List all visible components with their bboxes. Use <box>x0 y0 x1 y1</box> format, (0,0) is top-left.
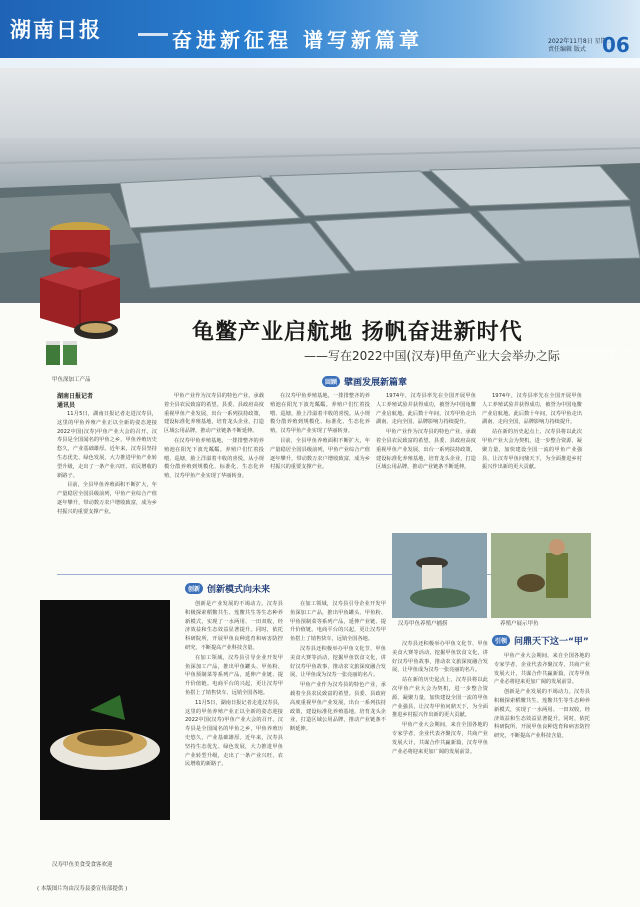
photo-credit-text: 本版图片均由汉寿县委宣传部提供 <box>40 886 124 892</box>
fishing-caption: 汉寿甲鱼养殖户捕捞 <box>398 621 448 627</box>
paragraph: 甲鱼产业作为汉寿县的特色产业，承载着全县农民致富的希望。县委、县政府高度重视甲鱼产业发展，出台一系列扶持政策，建设标准化养殖基地，培育龙头企业，打造区域公用品牌，推动产业链条不断延伸。 <box>164 393 264 435</box>
text-column-1 <box>57 410 157 570</box>
paragraph: 在加工领域，汉寿县引导企业开发甲鱼深加工产品，推出甲鱼罐头、甲鱼粉、甲鱼预制菜等系列产品，延伸产业链、提升价值链。电商平台的兴起，更让汉寿甲鱼搭上了销售快车，远销全国各地。 <box>185 654 283 696</box>
paragraph: 甲鱼产业作为汉寿县的特色产业，承载着全县农民致富的希望。县委、县政府高度重视甲鱼产业发展，出台一系列扶持政策，建设标准化养殖基地，培育龙头企业，打造区域公用品牌，推动产业链条不断延伸。 <box>290 682 386 733</box>
paragraph: 创新是产业发展的不竭动力。汉寿县积极探索稻鳖共生、莲鳖共生等生态种养新模式，实现了一水两用、一田双收，经济效益和生态效益显著提升。同时，依托科研院所，开展甲鱼良种选育和病害防控研究，不断提高产业科技含量。 <box>185 601 283 651</box>
text-column-9 <box>494 652 590 902</box>
section-label-2 <box>185 581 270 595</box>
text-column-7 <box>290 600 386 900</box>
paragraph: 在汉寿甲鱼养殖基地，一排排整齐的养殖池在阳光下波光粼粼。养殖户们忙着投喂、巡塘，脸上洋溢着丰收的喜悦。从小规模分散养殖到规模化、标准化、生态化养殖，汉寿甲鱼产业实现了华丽转身。 <box>270 393 370 435</box>
paragraph: 目前，全县甲鱼养殖面积不断扩大，年产量稳居全国县级前列，甲鱼产业综合产值逐年攀升，带动数万农户增收致富，成为乡村振兴的重要支撑产业。 <box>57 482 157 515</box>
paragraph: 11月5日，湖南日报记者走进汉寿县，这里的甲鱼养殖产业正以全新的姿态迎接2022中国(汉寿)甲鱼产业大会的召开。汉寿县是全国闻名的甲鱼之乡，甲鱼养殖历史悠久，产业基础雄厚。近年来，汉寿县坚持生态优先、绿色发展，大力推进甲鱼产业转型升级，走出了一条产业兴旺、农民增收的新路子。 <box>185 699 283 768</box>
main-headline: 龟鳖产业启航地 扬帆奋进新时代 <box>192 319 523 345</box>
section-tag-2: 创新 <box>185 583 203 594</box>
paragraph: 1974年，汉寿县率先在全国开展甲鱼人工养殖试验并获得成功，被誉为中国龟鳖产业启航地。此后数十年间，汉寿甲鱼走出湖南、走向全国，品牌影响力持续提升。 <box>482 393 582 426</box>
section-tag-1: 回顾 <box>322 376 340 387</box>
section-label-3 <box>492 633 589 647</box>
text-column-6 <box>185 600 283 900</box>
text-column-3 <box>270 392 370 570</box>
page-slogan: 奋进新征程 谱写新篇章 <box>172 28 423 52</box>
text-column-2 <box>164 392 264 570</box>
section-label-1 <box>322 374 407 388</box>
masthead <box>0 0 640 60</box>
date-line: 2022年11月8日 星期二 <box>548 38 613 45</box>
product-image <box>36 218 126 368</box>
paragraph: 汉寿县还积极举办甲鱼文化节、甲鱼美食大赛等活动，挖掘甲鱼饮食文化，讲好汉寿甲鱼故事，推动农文旅深度融合发展，让甲鱼成为汉寿一张亮丽的名片。 <box>290 645 386 679</box>
paragraph: 在加工领域，汉寿县引导企业开发甲鱼深加工产品，推出甲鱼罐头、甲鱼粉、甲鱼预制菜等系列产品，延伸产业链、提升价值链。电商平台的兴起，更让汉寿甲鱼搭上了销售快车，远销全国各地。 <box>290 601 386 643</box>
paragraph: 甲鱼产业作为汉寿县的特色产业，承载着全县农民致富的希望。县委、县政府高度重视甲鱼产业发展，出台一系列扶持政策，建设标准化养殖基地，培育龙头企业，打造区域公用品牌，推动产业链条不断延伸。 <box>376 429 476 471</box>
paragraph: 11月5日，湖南日报记者走进汉寿县，这里的甲鱼养殖产业正以全新的姿态迎接2022中国(汉寿)甲鱼产业大会的召开。汉寿县是全国闻名的甲鱼之乡，甲鱼养殖历史悠久，产业基础雄厚。近年来，汉寿县坚持生态优先、绿色发展，大力推进甲鱼产业转型升级，走出了一条产业兴旺、农民增收的新路子。 <box>57 411 157 479</box>
dish-caption: 汉寿甲鱼美食受食客欢迎 <box>52 862 113 868</box>
paragraph: 甲鱼产业大会期间，来自全国各地的专家学者、企业代表齐聚汉寿，共商产业发展大计，共谋合作共赢新篇，汉寿甲鱼产业必将迎来更加广阔的发展前景。 <box>494 653 590 686</box>
fishing-photo <box>392 533 487 618</box>
product-caption: 甲鱼深加工产品 <box>52 377 91 383</box>
paragraph: 甲鱼产业大会期间，来自全国各地的专家学者、企业代表齐聚汉寿，共商产业发展大计，共谋合作共赢新篇，汉寿甲鱼产业必将迎来更加广阔的发展前景。 <box>392 722 488 755</box>
paragraph: 站在新的历史起点上，汉寿县将以此次甲鱼产业大会为契机，进一步整合资源、凝聚力量，加快建设全国一流的甲鱼产业强县，让汉寿甲鱼问鼎天下，为全面推进乡村振兴作出新的更大贡献。 <box>392 677 488 719</box>
page-number: 06 <box>602 33 630 57</box>
section-title-1: 擘画发展新篇章 <box>344 377 408 388</box>
byline-correspondent: 通讯员 <box>57 402 76 409</box>
page-band <box>0 58 640 68</box>
dish-photo <box>40 600 170 820</box>
photo-credit-note: ( 本版图片均由汉寿县委宣传部提供 ) <box>37 886 128 892</box>
paragraph: 在汉寿甲鱼养殖基地，一排排整齐的养殖池在阳光下波光粼粼。养殖户们忙着投喂、巡塘，脸上洋溢着丰收的喜悦。从小规模分散养殖到规模化、标准化、生态化养殖，汉寿甲鱼产业实现了华丽转身。 <box>164 437 264 480</box>
fishing-illustration <box>392 533 487 618</box>
hero-caption: 汉寿县全境采用甲鱼生态养殖，图为汉寿县甲鱼养殖基地全貌 <box>548 350 631 363</box>
paragraph: 1974年，汉寿县率先在全国开展甲鱼人工养殖试验并获得成功，被誉为中国龟鳖产业启航地。此后数十年间，汉寿甲鱼走出湖南、走向全国，品牌影响力持续提升。 <box>376 393 476 426</box>
paragraph: 汉寿县还积极举办甲鱼文化节、甲鱼美食大赛等活动，挖掘甲鱼饮食文化，讲好汉寿甲鱼故事，推动农文旅深度融合发展，让甲鱼成为汉寿一张亮丽的名片。 <box>392 641 488 674</box>
editor-line: 责任编辑 版式 <box>548 46 586 53</box>
farmer-photo <box>491 533 591 618</box>
sub-headline: ——写在2022中国(汉寿)甲鱼产业大会举办之际 <box>304 349 560 363</box>
paragraph: 站在新的历史起点上，汉寿县将以此次甲鱼产业大会为契机，进一步整合资源、凝聚力量，加快建设全国一流的甲鱼产业强县，让汉寿甲鱼问鼎天下，为全面推进乡村振兴作出新的更大贡献。 <box>482 429 582 471</box>
farmer-illustration <box>491 533 591 618</box>
newspaper-logo: 湖南日报 <box>10 17 102 42</box>
slogan-decoration <box>138 33 168 36</box>
section-tag-3: 引领 <box>492 635 510 646</box>
bylines <box>57 392 147 410</box>
byline-reporter: 湖南日报记者 <box>57 393 94 400</box>
farmer-caption: 养殖户展示甲鱼 <box>500 621 539 627</box>
section-title-3: 问鼎天下这一“甲” <box>514 636 589 647</box>
paragraph: 创新是产业发展的不竭动力。汉寿县积极探索稻鳖共生、莲鳖共生等生态种养新模式，实现了一水两用、一田双收，经济效益和生态效益显著提升。同时，依托科研院所，开展甲鱼良种选育和病害防控研究，不断提高产业科技含量。 <box>494 689 590 740</box>
text-column-8 <box>392 640 488 902</box>
paragraph: 目前，全县甲鱼养殖面积不断扩大，年产量稳居全国县级前列，甲鱼产业综合产值逐年攀升，带动数万农户增收致富，成为乡村振兴的重要支撑产业。 <box>270 437 370 471</box>
dish-illustration <box>40 600 170 820</box>
section-title-2: 创新模式向未来 <box>207 584 271 595</box>
product-can-illustration <box>36 218 126 368</box>
